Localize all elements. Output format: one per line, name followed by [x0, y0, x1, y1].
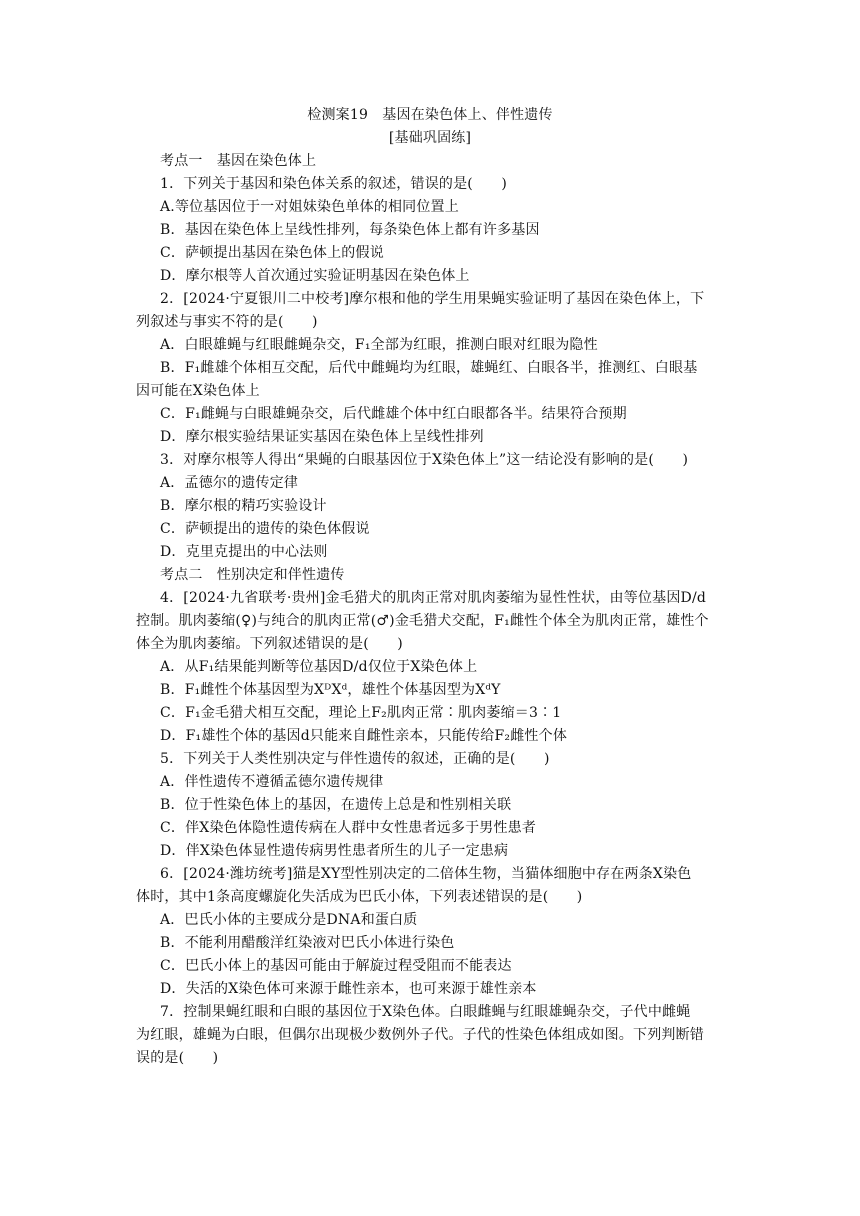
question-4-cont: 控制。肌肉萎缩(♀)与纯合的肌肉正常(♂)金毛猎犬交配，F₁雌性个体全为肌肉正常，雄性个 [136, 613, 709, 629]
q6-option-c: C．巴氏小体上的基因可能由于解旋过程受阻而不能表达 [160, 958, 512, 974]
q5-option-b: B．位于性染色体上的基因，在遗传上总是和性别相关联 [160, 797, 512, 813]
q6-option-a: A．巴氏小体的主要成分是DNA和蛋白质 [160, 912, 418, 928]
q1-option-b: B．基因在染色体上呈线性排列，每条染色体上都有许多基因 [160, 222, 540, 238]
q6-option-b: B．不能利用醋酸洋红染液对巴氏小体进行染色 [160, 935, 455, 951]
q3-option-b: B．摩尔根的精巧实验设计 [160, 498, 327, 514]
q4-option-d: D．F₁雄性个体的基因d只能来自雌性亲本，只能传给F₂雌性个体 [160, 728, 568, 744]
q3-option-a: A．孟德尔的遗传定律 [160, 475, 299, 491]
question-3: 3．对摩尔根等人得出“果蝇的白眼基因位于X染色体上”这一结论没有影响的是( ) [160, 452, 689, 468]
q3-option-c: C．萨顿提出的遗传的染色体假说 [160, 521, 370, 537]
q2-option-b: B．F₁雌雄个体相互交配，后代中雌蝇均为红眼，雄蝇红、白眼各半，推测红、白眼基 [160, 360, 698, 376]
question-7: 7．控制果蝇红眼和白眼的基因位于X染色体。白眼雌蝇与红眼雄蝇杂交，子代中雌蝇 [160, 1004, 691, 1020]
question-6-cont: 体时，其中1条高度螺旋化失活成为巴氏小体，下列表述错误的是( ) [136, 889, 583, 905]
section-heading: 考点二 性别决定和伴性遗传 [160, 567, 345, 583]
q4-option-c: C．F₁金毛猎犬相互交配，理论上F₂肌肉正常∶肌肉萎缩＝3∶1 [160, 705, 562, 721]
q1-option-d: D．摩尔根等人首次通过实验证明基因在染色体上 [160, 268, 470, 284]
q2-option-d: D．摩尔根实验结果证实基因在染色体上呈线性排列 [160, 429, 484, 445]
page-title: 检测案19 基因在染色体上、伴性遗传 [307, 107, 553, 123]
q1-option-a: A.等位基因位于一对姐妹染色单体的相同位置上 [160, 199, 459, 215]
question-6: 6．[2024·潍坊统考]猫是XY型性别决定的二倍体生物，当猫体细胞中存在两条X染色 [160, 866, 692, 882]
q4-option-b: B．F₁雌性个体基因型为XᴰXᵈ，雄性个体基因型为XᵈY [160, 682, 501, 698]
q5-option-a: A．伴性遗传不遵循孟德尔遗传规律 [160, 774, 384, 790]
q1-option-c: C．萨顿提出基因在染色体上的假说 [160, 245, 384, 261]
q3-option-d: D．克里克提出的中心法则 [160, 544, 328, 560]
q6-option-d: D．失活的X染色体可来源于雌性亲本，也可来源于雄性亲本 [160, 981, 537, 997]
question-2: 2．[2024·宁夏银川二中校考]摩尔根和他的学生用果蝇实验证明了基因在染色体上，下 [160, 291, 705, 307]
q5-option-c: C．伴X染色体隐性遗传病在人群中女性患者远多于男性患者 [160, 820, 537, 836]
page-subtitle: [基础巩固练] [388, 130, 472, 146]
q5-option-d: D．伴X染色体显性遗传病男性患者所生的儿子一定患病 [160, 843, 509, 859]
question-5: 5．下列关于人类性别决定与伴性遗传的叙述，正确的是( ) [160, 751, 550, 767]
question-4-cont: 体全为肌肉萎缩。下列叙述错误的是( ) [136, 636, 403, 652]
question-7-cont: 误的是( ) [136, 1050, 219, 1066]
q2-option-c: C．F₁雌蝇与白眼雄蝇杂交，后代雌雄个体中红白眼都各半。结果符合预期 [160, 406, 627, 422]
question-1: 1．下列关于基因和染色体关系的叙述，错误的是( ) [160, 176, 508, 192]
question-2-cont: 列叙述与事实不符的是( ) [136, 314, 318, 330]
q2-option-a: A．白眼雄蝇与红眼雌蝇杂交，F₁全部为红眼，推测白眼对红眼为隐性 [160, 337, 598, 353]
section-heading: 考点一 基因在染色体上 [160, 153, 317, 169]
question-4: 4．[2024·九省联考·贵州]金毛猎犬的肌肉正常对肌肉萎缩为显性性状，由等位基因D/d [160, 590, 707, 606]
question-7-cont: 为红眼，雄蝇为白眼，但偶尔出现极少数例外子代。子代的性染色体组成如图。下列判断错 [136, 1027, 704, 1043]
q4-option-a: A．从F₁结果能判断等位基因D/d仅位于X染色体上 [160, 659, 478, 675]
q2-option-b-cont: 因可能在X染色体上 [136, 383, 260, 399]
